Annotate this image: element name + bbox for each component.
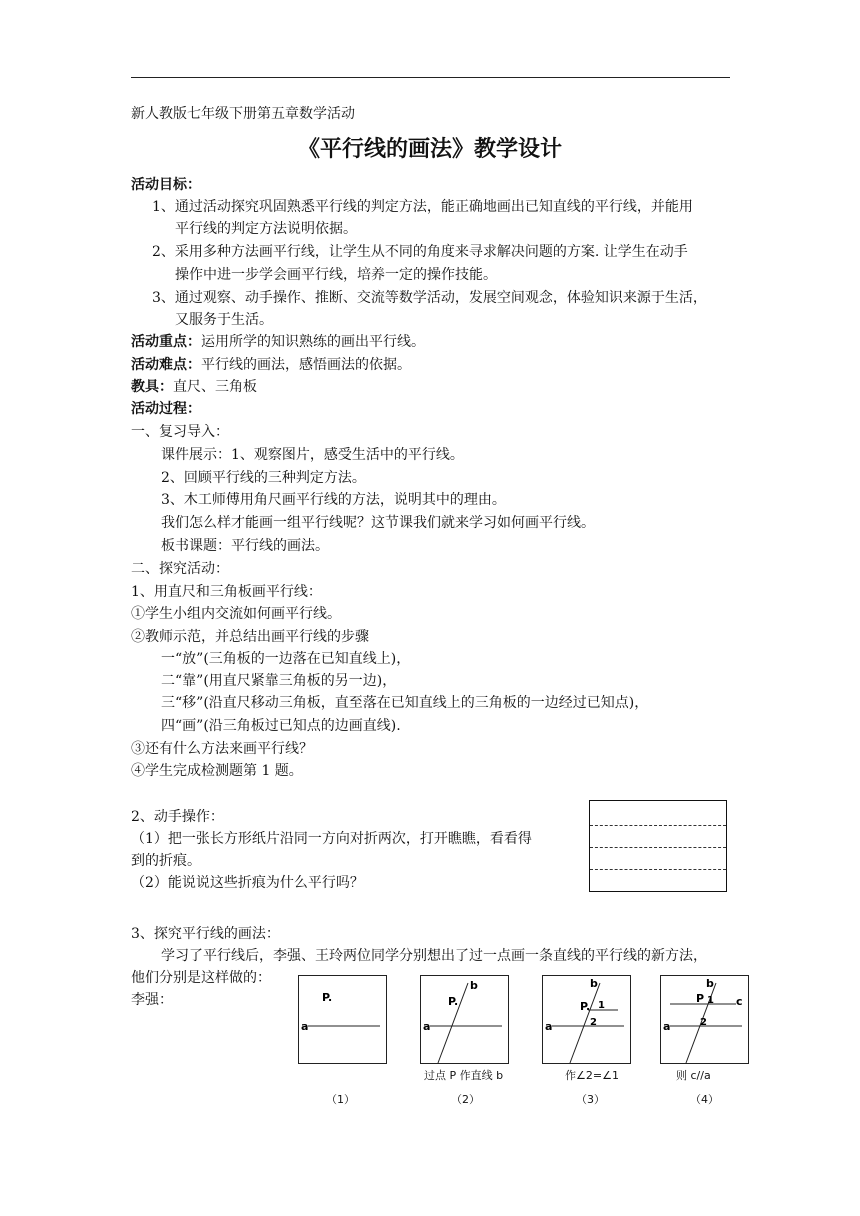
label-angle-1: 1 [598,1000,605,1011]
label-a: a [663,1020,671,1033]
doc-title: 《平行线的画法》教学设计 [297,136,562,162]
part3-title: 3、探究平行线的画法： [131,926,280,942]
part2-q1-line2: 到的折痕。 [131,853,201,869]
tools-text: 直尺、三角板 [173,379,257,395]
review-line-2: 2、回顾平行线的三种判定方法。 [161,470,366,486]
goal-1-line1: 1、通过活动探究巩固熟悉平行线的判定方法，能正确地画出已知直线的平行线，并能用 [152,199,693,215]
figure-2-caption: 过点 P 作直线 b [424,1069,504,1082]
part1-item-d: ④学生完成检测题第 1 题。 [131,763,303,779]
figure-3-caption: 作∠2=∠1 [565,1069,619,1082]
figure-4-drawing [660,975,750,1065]
goal-2-line1: 2、采用多种方法画平行线，让学生从不同的角度来寻求解决问题的方案. 让学生在动手 [152,244,688,260]
figure-3-number: （3） [576,1093,605,1106]
difficulty-row [131,356,411,374]
goal-2-line2: 操作中进一步学会画平行线，培养一定的操作技能。 [175,267,497,283]
fold-crease [590,847,726,848]
review-line-5: 板书课题：平行线的画法。 [161,538,329,554]
part1-title: 1、用直尺和三角板画平行线： [131,584,322,600]
figure-1-drawing [298,975,388,1065]
review-line-4: 我们怎么样才能画一组平行线呢？这节课我们就来学习如何画平行线。 [161,515,595,531]
step-3: 三“移”(沿直尺移动三角板，直至落在已知直线上的三角板的一边经过已知点)， [161,695,649,711]
tools-label: 教具： [131,379,173,395]
difficulty-label: 活动难点： [131,357,201,373]
goal-3-line2: 又服务于生活。 [175,312,273,328]
figure-4 [660,975,750,1065]
part3-paragraph-line2: 他们分别是这样做的： [131,970,271,986]
focus-text: 运用所学的知识熟练的画出平行线。 [201,334,425,350]
figure-4-number: （4） [690,1093,719,1106]
figure-4-caption: 则 c//a [676,1069,711,1082]
label-p: P. [322,991,333,1004]
tools-row [131,378,257,396]
step-4: 四“画”(沿三角板过已知点的边画直线). [161,718,401,734]
goal-3-line1: 3、通过观察、动手操作、推断、交流等数学活动，发展空间观念，体验知识来源于生活， [152,290,707,306]
figure-1-frame [299,976,387,1064]
figure-2-frame [421,976,509,1064]
part2-title: 2、动手操作： [131,809,224,825]
doc-subtitle: 新人教版七年级下册第五章数学活动 [131,106,355,122]
part3-paragraph-line1: 学习了平行线后，李强、王玲两位同学分别想出了过一点画一条直线的平行线的新方法， [161,948,707,964]
figure-1 [298,975,388,1065]
figure-2-number: （2） [451,1093,480,1106]
label-a: a [301,1020,309,1033]
review-line-1: 课件展示：1、观察图片，感受生活中的平行线。 [161,447,464,463]
label-p: P [696,992,705,1005]
goal-1-line2: 平行线的判定方法说明依据。 [175,221,357,237]
focus-label: 活动重点： [131,334,201,350]
step-1: 一“放”(三角板的一边落在已知直线上)， [161,651,411,667]
figure-2-drawing [420,975,510,1065]
part1-item-b: ②教师示范，并总结出画平行线的步骤 [131,629,369,645]
part1-item-a: ①学生小组内交流如何画平行线。 [131,606,341,622]
figure-3 [542,975,632,1065]
part2-q1-line1: （1）把一张长方形纸片沿同一方向对折两次，打开瞧瞧，看看得 [131,831,532,847]
difficulty-text: 平行线的画法，感悟画法的依据。 [201,357,411,373]
part1-item-c: ③还有什么方法来画平行线？ [131,741,313,757]
figure-2 [420,975,510,1065]
label-p: P. [448,995,459,1008]
process-label: 活动过程： [131,401,201,417]
figure-1-number: （1） [326,1093,355,1106]
label-p: P. [580,1000,591,1013]
fold-crease [590,869,726,870]
folded-paper-figure [589,800,727,892]
explore-heading: 二、探究活动： [131,561,229,577]
label-angle-1: 1 [707,995,714,1006]
label-a: a [423,1020,431,1033]
step-2: 二“靠”(用直尺紧靠三角板的另一边)， [161,673,397,689]
label-angle-2: 2 [590,1017,597,1028]
label-c: c [736,995,743,1008]
review-heading: 一、复习导入： [131,424,229,440]
goals-label: 活动目标： [131,177,201,193]
label-b: b [470,979,478,992]
figure-3-drawing [542,975,632,1065]
focus-row [131,333,425,351]
part3-name: 李强： [131,992,173,1008]
label-b: b [706,977,714,990]
label-a: a [545,1020,553,1033]
header-rule [131,77,730,78]
part2-q2: （2）能说说这些折痕为什么平行吗？ [131,875,364,891]
fold-crease [590,825,726,826]
review-line-3: 3、木工师傅用角尺画平行线的方法，说明其中的理由。 [161,492,506,508]
label-b: b [590,977,598,990]
label-angle-2: 2 [700,1017,707,1028]
